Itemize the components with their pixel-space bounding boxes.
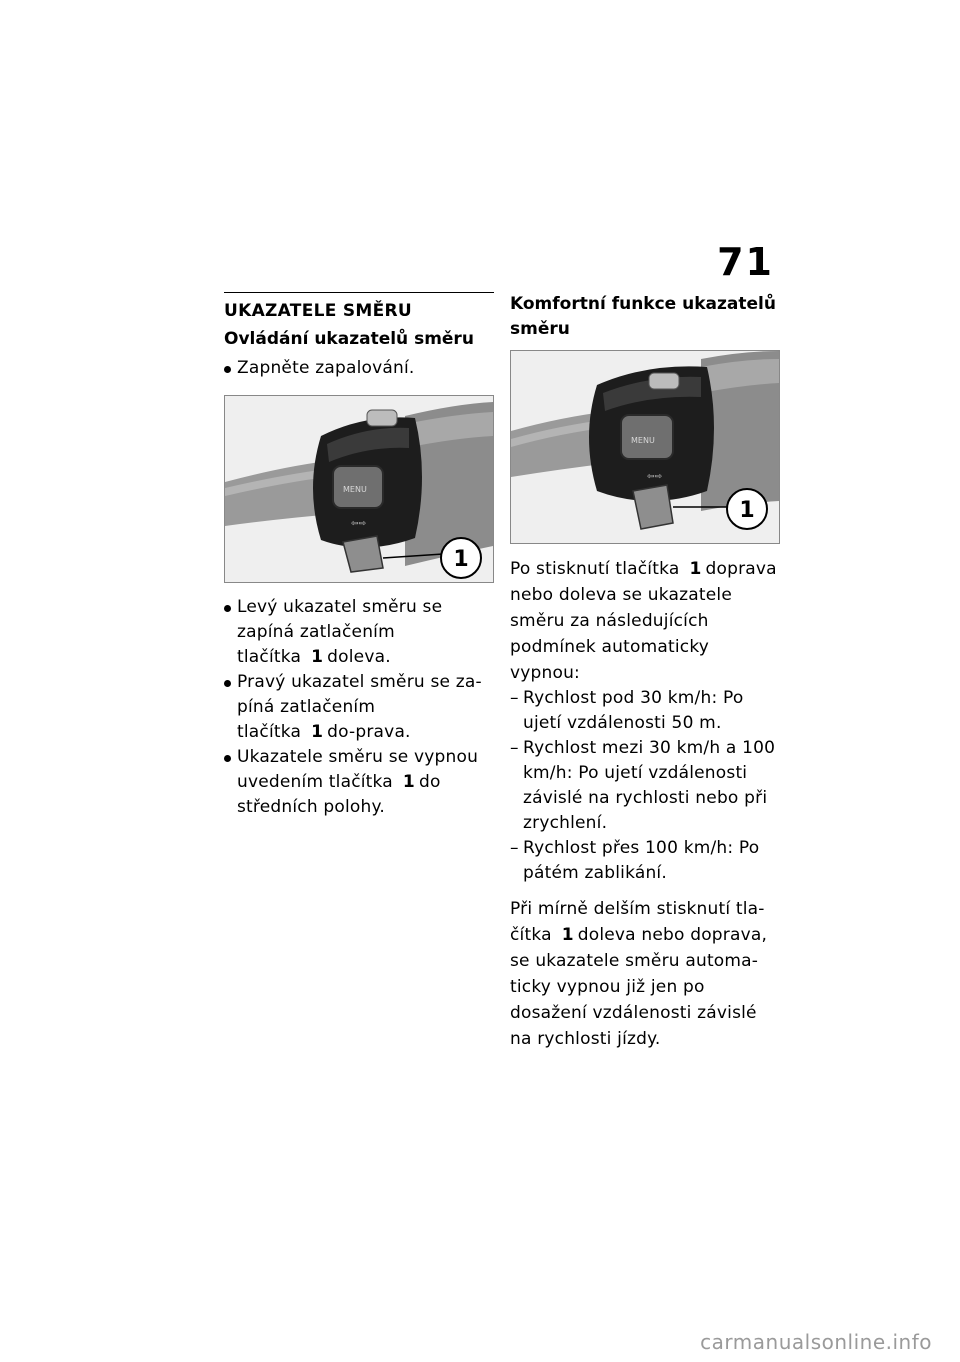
- condition-above-100: – Rychlost přes 100 km/h: Po pátém zablikání.: [510, 836, 780, 886]
- figure-comfort-function: [510, 350, 780, 544]
- callout-number: 1: [453, 547, 469, 572]
- menu-button-label: MENU: [343, 485, 367, 494]
- condition-30-100: – Rychlost mezi 30 km/h a 100 km/h: Po ujetí vzdálenosti závislé na rychlosti nebo při zrychlení.: [510, 736, 780, 836]
- operation-bullets: [224, 595, 494, 820]
- callout-number: 1: [739, 498, 755, 523]
- svg-text:⇦⇨: ⇦⇨: [647, 472, 663, 482]
- right-column: [510, 292, 780, 1052]
- section-title: UKAZATELE SMĚRU: [224, 301, 413, 321]
- condition-below-30: – Rychlost pod 30 km/h: Po ujetí vzdálenosti 50 m.: [510, 686, 780, 736]
- handlebar-switch-illustration: [225, 396, 493, 582]
- subsection-title-comfort: Komfortní funkce ukazatelů směru: [510, 294, 776, 339]
- bullet-ignition: Zapněte zapalování.: [224, 356, 494, 381]
- svg-text:⇦⇨: ⇦⇨: [351, 519, 367, 529]
- figure-turn-signal-switch: [224, 395, 494, 583]
- subsection-title-controls: Ovládání ukazatelů směru: [224, 329, 474, 349]
- left-column: [224, 292, 494, 820]
- page-number: 71: [717, 240, 774, 284]
- bullet-left-signal: Levý ukazatel směru se zapíná zatlačením tlačítka 1 doleva.: [224, 595, 494, 670]
- bullet-right-signal: Pravý ukazatel směru se za-píná zatlačením tlačítka 1 do-prava.: [224, 670, 494, 745]
- handlebar-switch-illustration: [511, 351, 779, 543]
- ref-number: 1: [561, 925, 574, 945]
- comfort-closing: Při mírně delším stisknutí tla-čítka 1 doleva nebo doprava, se ukazatele směru automa-ticky vypnou již jen po dosažení vzdálenosti závislé na rychlosti jízdy.: [510, 899, 768, 1049]
- menu-button-label: MENU: [631, 436, 655, 445]
- speed-conditions: [510, 686, 780, 886]
- watermark: carmanualsonline.info: [700, 1330, 932, 1354]
- ref-number: 1: [689, 559, 702, 579]
- intro-bullets: [224, 356, 494, 381]
- ref-number: 1: [311, 647, 324, 667]
- section-rule: [224, 292, 494, 293]
- comfort-intro: Po stisknutí tlačítka 1 doprava nebo doleva se ukazatele směru za následujících podmínek automaticky vypnou:: [510, 559, 777, 683]
- bullet-cancel-signal: Ukazatele směru se vypnou uvedením tlačítka 1 do středních polohy.: [224, 745, 494, 820]
- ref-number: 1: [311, 722, 324, 742]
- ref-number: 1: [402, 772, 415, 792]
